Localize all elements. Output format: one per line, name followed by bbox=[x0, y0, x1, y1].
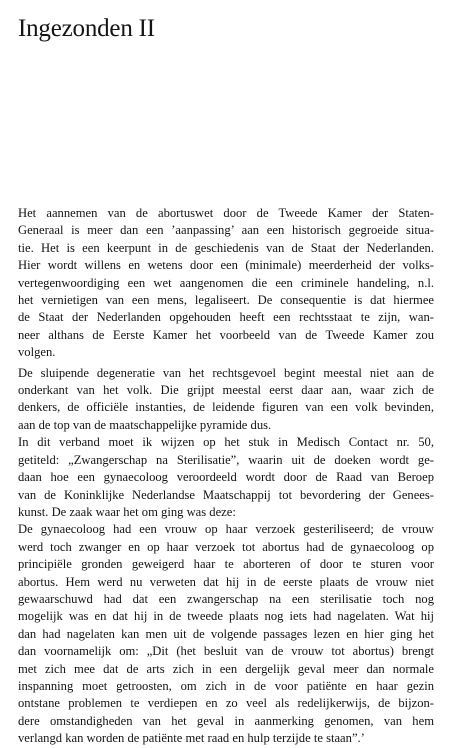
text-line: dan voornamelijk om: „Dit (het besluit van de vrouw tot abortus) brengt bbox=[18, 644, 434, 659]
text-line: dere omstandigheden van het geval in aanmerking genomen, van hem bbox=[18, 713, 434, 728]
text-line: ontstane problemen te verdiepen en zo veel als redelijkerwijs, de bijzon- bbox=[18, 696, 434, 711]
text-line: De sluipende degeneratie van het rechtsgevoel begint meestal niet aan de bbox=[18, 365, 434, 380]
text-line: denkers, de officiële instanties, de leidende figuren van een volk bevinden, bbox=[18, 400, 434, 415]
text-line: principiële gronden geweigerd haar te aborteren of door te sturen voor bbox=[18, 557, 434, 572]
page-title: Ingezonden II bbox=[18, 15, 155, 42]
text-line: Het aannemen van de abortuswet door de Tweede Kamer der Staten- bbox=[18, 206, 434, 220]
text-line: inspanning moet getroosten, om zich in de voor patiënte en haar gezin bbox=[18, 678, 434, 693]
paragraph bbox=[18, 365, 434, 435]
text-line: volgen. bbox=[18, 345, 56, 360]
text-line: verlangd kan worden de patiënte met raad en hulp terzijde te staan”.’ bbox=[18, 731, 365, 746]
text-line: abortus. Hem werd nu verweten dat hij in de eerste plaats de vrouw niet bbox=[18, 574, 434, 589]
text-line: van de Koninklijke Nederlandse Maatschappij tot bevordering der Genees- bbox=[18, 487, 434, 502]
text-line: gewaarschuwd had dat een zwangerschap na een sterilisatie toch nog bbox=[18, 591, 434, 606]
text-line: getiteld: „Zwangerschap na Sterilisatie”, waarin uit de doeken wordt ge- bbox=[18, 452, 434, 467]
text-line: tie. Het is een keerpunt in de geschiedenis van de Staat der Nederlanden. bbox=[18, 240, 434, 255]
paragraph bbox=[18, 205, 434, 362]
text-line: Generaal is meer dan een ’aanpassing’ aan een historisch gegroeide situa- bbox=[18, 223, 434, 238]
text-line: Hier wordt willens en wetens door een (minimale) meerderheid der volks- bbox=[18, 258, 434, 273]
article-body bbox=[18, 205, 434, 748]
paragraph bbox=[18, 521, 434, 747]
text-line: vertegenwoordiging een wet aangenomen die een criminele handeling, n.l. bbox=[18, 275, 434, 290]
text-line: onderkant van het volk. Die grijpt meestal eerst daar aan, waar zich de bbox=[18, 383, 434, 398]
paragraph bbox=[18, 434, 434, 521]
text-line: werd toch zwanger en op haar verzoek tot abortus had de gynaecoloog op bbox=[18, 539, 434, 554]
text-line: kunst. De zaak waar het om ging was deze: bbox=[18, 504, 236, 519]
text-line: het vernietigen van een mens, legaliseert. De consequentie is dat hiermee bbox=[18, 293, 434, 308]
text-line: De gynaecoloog had een vrouw op haar verzoek gesteriliseerd; de vrouw bbox=[18, 522, 434, 537]
text-line: In dit verband moet ik wijzen op het stuk in Medisch Contact nr. 50, bbox=[18, 435, 434, 450]
text-line: daan hoe een gynaecoloog veroordeeld wordt door de Raad van Beroep bbox=[18, 470, 434, 485]
text-line: mogelijk was en dat hij in de tweede plaats nog iets had nagelaten. Wat hij bbox=[18, 609, 434, 624]
text-line: aan de top van de maatschappelijke pyramide dus. bbox=[18, 417, 272, 432]
text-line: met zich mee dat de arts zich in een dergelijk geval meer dan normale bbox=[18, 661, 434, 676]
text-line: dan had nagelaten kan men uit de volgende passages lezen en hier ging het bbox=[18, 626, 434, 641]
text-line: de Staat der Nederlanden opgehouden heeft een rechtsstaat te zijn, wan- bbox=[18, 310, 434, 325]
text-line: neer althans de Eerste Kamer het voorbeeld van de Tweede Kamer zou bbox=[18, 327, 434, 342]
